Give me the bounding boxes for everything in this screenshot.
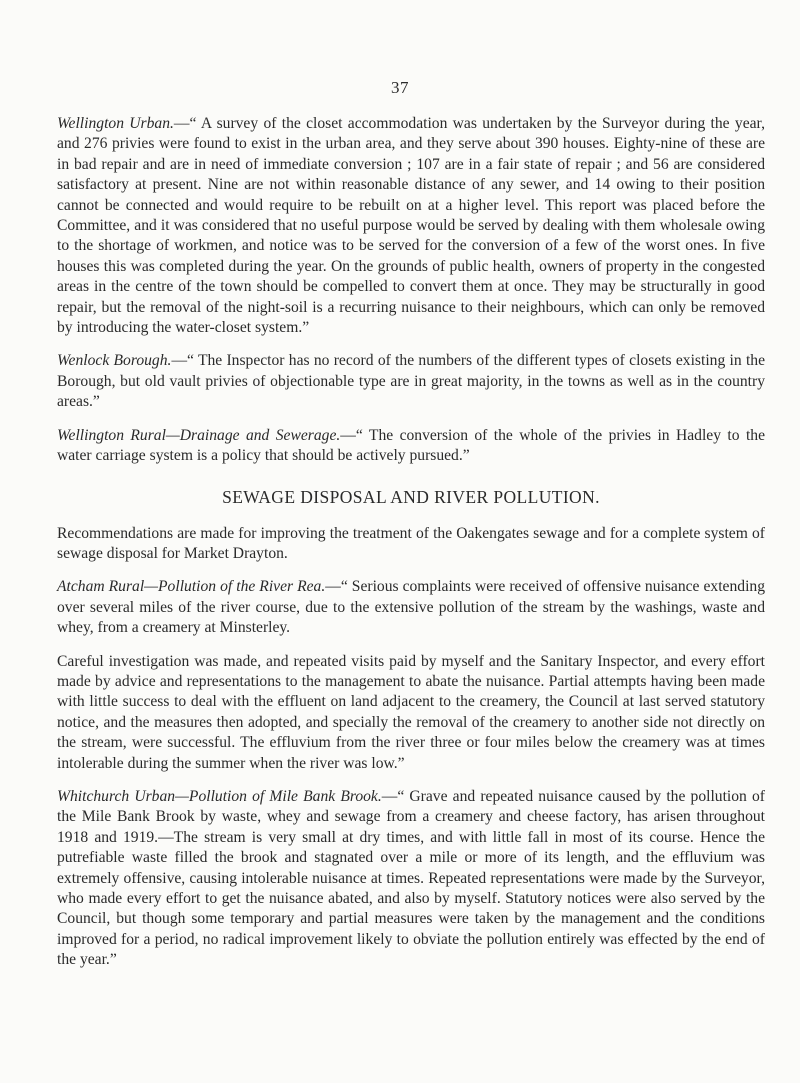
paragraph-text: —“ The Inspector has no record of the numbers of the different types of closets existing in the Borough, but old vault privies of objectionable type are in great majority, in the towns as well as in the country areas.” <box>57 352 766 411</box>
paragraph-whitchurch-urban <box>57 787 765 971</box>
paragraph-text: —“ Serious complaints were received of offensive nuisance extending over several miles of the river course, due to the extensive pollution of the stream by the washings, waste and whey, from a creamery at Minsterley. <box>57 578 765 637</box>
paragraph-lead: Wellington Urban. <box>57 115 174 132</box>
paragraph-wenlock-borough <box>57 351 765 412</box>
paragraph-atcham-rural <box>57 577 765 638</box>
paragraph-text: —“ Grave and repeated nuisance caused by the pollution of the Mile Bank Brook by waste, whey and sewage from a creamery and cheese factory, has arisen throughout 1918 and 1919.—The stream is very small at dry times, and with little fall in most of its course. Hence the putrefiable waste filled the brook and stagnated over a mile or more of its length, and the effluvium was extremely offensive, causing intolerable nuisance at times. Repeated representations were made by the Surveyor, who made every effort to get the nuisance abated, and also by myself. Statutory notices were also served by the Council, but though some temporary and partial measures were taken by the management and the conditions improved for a period, no radical improvement likely to obviate the pollution entirely was effected by the end of the year.” <box>57 787 765 969</box>
paragraph-text: —“ A survey of the closet accommodation was undertaken by the Surveyor during the year, and 276 privies were found to exist in the urban area, and they serve about 390 houses. Eighty-nine of these are in bad repair and are in need of immediate conversion ; 107 are in a fair state of repair ; and 56 are considered satisfactory at present. Nine are not within reasonable distance of any sewer, and 14 owing to their position cannot be connected and would require to be rebuilt on at a higher level. This report was placed before the Committee, and it was considered that no useful purpose would be served by dealing with them wholesale owing to the shortage of workmen, and notice was to be served for the conversion of a few of the worst ones. In five houses this was completed during the year. On the grounds of public health, owners of property in the congested areas in the centre of the town should be compelled to convert them at once. They may be structurally in good repair, but the removal of the night-soil is a recurring nuisance to their neighbours, which can only be removed by introducing the water-closet system.” <box>57 115 765 337</box>
paragraph-lead: Wenlock Borough. <box>57 352 172 370</box>
paragraph-wellington-rural <box>57 426 765 467</box>
paragraph-lead: Whitchurch Urban—Pollution of Mile Bank Brook. <box>57 787 382 805</box>
paragraph-text: Recommendations are made for improving the treatment of the Oakengates sewage and for a complete system of sewage disposal for Market Drayton. <box>57 524 765 562</box>
paragraph-text: Careful investigation was made, and repeated visits paid by myself and the Sanitary Inspector, and every effort made by advice and representations to the management to abate the nuisance. Partial attempts having been made with little success to deal with the effluent on land adjacent to the creamery, the Council at last served statutory notice, and the measures then adopted, and specially the removal of the creamery to another side not directly on the stream, were successful. The effluvium from the river three or four miles below the creamery was at times intolerable during the summer when the river was low.” <box>57 652 765 772</box>
paragraph-wellington-urban <box>57 114 765 338</box>
page-number: 37 <box>391 78 409 97</box>
paragraph-lead: Atcham Rural—Pollution of the River Rea. <box>57 578 326 596</box>
document-body <box>57 114 765 984</box>
section-heading: SEWAGE DISPOSAL AND RIVER POLLUTION. <box>222 486 600 507</box>
paragraph-text: —“ The conversion of the whole of the privies in Hadley to the water carriage system is a policy that should be actively pursued.” <box>57 426 765 465</box>
paragraph-lead: Wellington Rural—Drainage and Sewerage. <box>57 426 341 444</box>
paragraph-recommendations <box>57 524 765 565</box>
paragraph-careful-investigation <box>57 652 765 774</box>
